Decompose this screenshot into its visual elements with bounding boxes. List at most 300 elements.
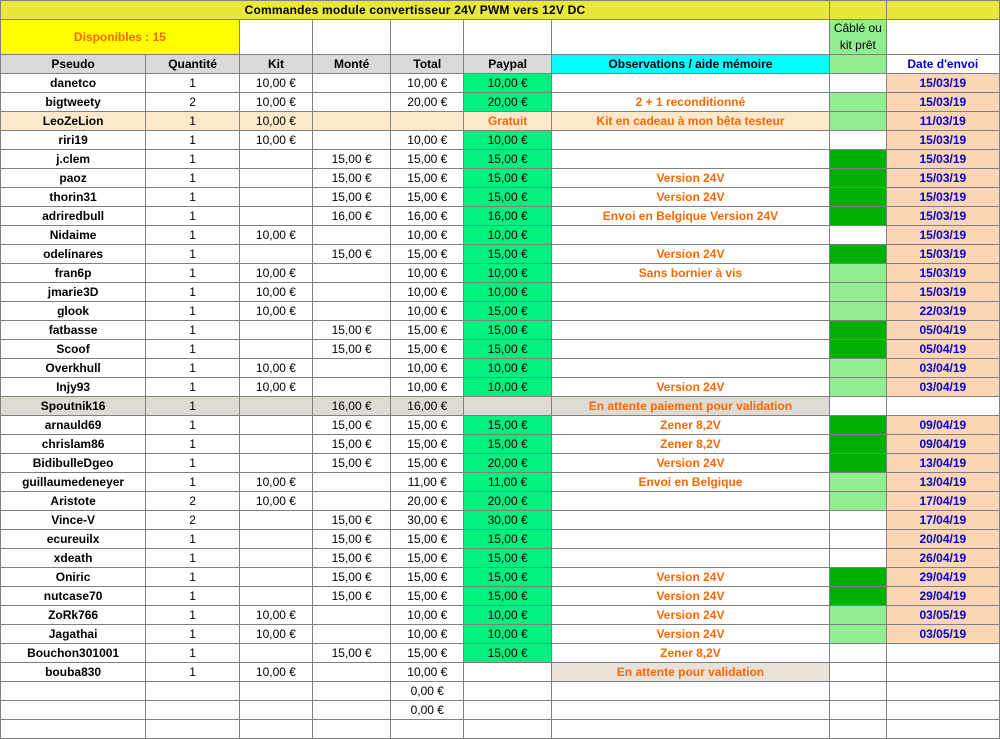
- cell-total: 10,00 €: [391, 625, 464, 644]
- cell-total: 15,00 €: [391, 549, 464, 568]
- cell-observations: Version 24V: [551, 454, 829, 473]
- cell-monte: 15,00 €: [313, 150, 391, 169]
- cell-monte: 15,00 €: [313, 568, 391, 587]
- dispo-blank-monte: [313, 20, 391, 55]
- cell-cable-status: [830, 378, 887, 397]
- cell-quantite: 1: [146, 587, 240, 606]
- cell-cable-status: [830, 302, 887, 321]
- cell-pseudo: xdeath: [1, 549, 146, 568]
- cell-quantite: 1: [146, 378, 240, 397]
- cell-monte: 16,00 €: [313, 207, 391, 226]
- cell-total: 10,00 €: [391, 264, 464, 283]
- cell-date: 11/03/19: [886, 112, 999, 131]
- cell-quantite: 1: [146, 473, 240, 492]
- cell-cable-status: [830, 226, 887, 245]
- cell-pseudo: adriredbull: [1, 207, 146, 226]
- cell-total: 15,00 €: [391, 587, 464, 606]
- cell-pseudo: Bouchon301001: [1, 644, 146, 663]
- cell-observations: [551, 530, 829, 549]
- cell-pseudo: nutcase70: [1, 587, 146, 606]
- cell-pseudo: guillaumedeneyer: [1, 473, 146, 492]
- cell-date: 15/03/19: [886, 283, 999, 302]
- cell-monte: [313, 264, 391, 283]
- cell-total: 15,00 €: [391, 245, 464, 264]
- cell-total: 15,00 €: [391, 568, 464, 587]
- table-row: [1, 302, 1000, 321]
- cell-total: [391, 720, 464, 739]
- cell-date: 15/03/19: [886, 150, 999, 169]
- cell-date: 09/04/19: [886, 416, 999, 435]
- cell-observations: [551, 131, 829, 150]
- cell-paypal: 10,00 €: [464, 378, 552, 397]
- column-header-monte: Monté: [313, 55, 391, 74]
- cell-total: 15,00 €: [391, 530, 464, 549]
- cell-observations: [551, 283, 829, 302]
- cell-cable-status: [830, 682, 887, 701]
- cell-quantite: 1: [146, 226, 240, 245]
- cell-kit: [239, 454, 312, 473]
- cell-paypal: 10,00 €: [464, 283, 552, 302]
- cell-quantite: 1: [146, 606, 240, 625]
- cell-total: 16,00 €: [391, 397, 464, 416]
- column-header-pseudo: Pseudo: [1, 55, 146, 74]
- cell-observations: Kit en cadeau à mon bêta testeur: [551, 112, 829, 131]
- table-row: [1, 74, 1000, 93]
- cell-monte: [313, 131, 391, 150]
- cell-paypal: 20,00 €: [464, 492, 552, 511]
- cell-cable-status: [830, 169, 887, 188]
- cell-total: 10,00 €: [391, 606, 464, 625]
- cell-monte: [313, 112, 391, 131]
- cell-total: 20,00 €: [391, 93, 464, 112]
- cell-paypal: [464, 682, 552, 701]
- table-row: [1, 682, 1000, 701]
- cell-date: 03/04/19: [886, 378, 999, 397]
- cell-quantite: 1: [146, 150, 240, 169]
- cell-date: 15/03/19: [886, 264, 999, 283]
- cell-quantite: 2: [146, 492, 240, 511]
- cell-paypal: 15,00 €: [464, 530, 552, 549]
- cell-total: 15,00 €: [391, 321, 464, 340]
- table-row: [1, 587, 1000, 606]
- cell-observations: [551, 701, 829, 720]
- cell-quantite: 1: [146, 530, 240, 549]
- cell-cable-status: [830, 435, 887, 454]
- cell-pseudo: bouba830: [1, 663, 146, 682]
- cell-total: 15,00 €: [391, 644, 464, 663]
- cell-pseudo: Injy93: [1, 378, 146, 397]
- cell-quantite: 1: [146, 302, 240, 321]
- cell-paypal: 11,00 €: [464, 473, 552, 492]
- availability-row: [1, 20, 1000, 55]
- cell-monte: [313, 720, 391, 739]
- table-row: [1, 112, 1000, 131]
- cell-observations: Version 24V: [551, 169, 829, 188]
- cell-pseudo: Scoof: [1, 340, 146, 359]
- table-row: [1, 416, 1000, 435]
- cell-quantite: 1: [146, 207, 240, 226]
- cell-paypal: 15,00 €: [464, 644, 552, 663]
- cell-monte: 15,00 €: [313, 188, 391, 207]
- cell-quantite: 1: [146, 663, 240, 682]
- cell-paypal: 15,00 €: [464, 169, 552, 188]
- cell-paypal: 15,00 €: [464, 302, 552, 321]
- cell-paypal: 15,00 €: [464, 568, 552, 587]
- page-title: Commandes module convertisseur 24V PWM vers 12V DC: [1, 1, 830, 20]
- cell-kit: [239, 530, 312, 549]
- cell-total: 10,00 €: [391, 131, 464, 150]
- table-row: [1, 359, 1000, 378]
- table-row: [1, 454, 1000, 473]
- cell-observations: [551, 359, 829, 378]
- cell-quantite: 1: [146, 416, 240, 435]
- cell-pseudo: j.clem: [1, 150, 146, 169]
- table-row: [1, 226, 1000, 245]
- cell-kit: 10,00 €: [239, 492, 312, 511]
- cell-kit: 10,00 €: [239, 625, 312, 644]
- cell-observations: Zener 8,2V: [551, 644, 829, 663]
- cell-cable-status: [830, 587, 887, 606]
- cell-pseudo: danetco: [1, 74, 146, 93]
- cell-observations: [551, 150, 829, 169]
- cell-pseudo: [1, 701, 146, 720]
- cell-total: 15,00 €: [391, 454, 464, 473]
- cell-monte: [313, 606, 391, 625]
- cell-paypal: 10,00 €: [464, 625, 552, 644]
- cell-pseudo: jmarie3D: [1, 283, 146, 302]
- cell-pseudo: BidibulleDgeo: [1, 454, 146, 473]
- cell-paypal: [464, 701, 552, 720]
- table-row: [1, 644, 1000, 663]
- cell-paypal: 15,00 €: [464, 245, 552, 264]
- cell-kit: [239, 188, 312, 207]
- cell-total: 10,00 €: [391, 302, 464, 321]
- cell-cable-status: [830, 473, 887, 492]
- cell-total: 30,00 €: [391, 511, 464, 530]
- cell-cable-status: [830, 112, 887, 131]
- cell-date: 15/03/19: [886, 93, 999, 112]
- cell-date: 03/05/19: [886, 625, 999, 644]
- cell-monte: [313, 74, 391, 93]
- cell-date: 03/05/19: [886, 606, 999, 625]
- cell-kit: 10,00 €: [239, 473, 312, 492]
- cell-observations: 2 + 1 reconditionné: [551, 93, 829, 112]
- cell-kit: 10,00 €: [239, 378, 312, 397]
- column-header-quantite: Quantité: [146, 55, 240, 74]
- cell-total: 15,00 €: [391, 416, 464, 435]
- column-header-paypal: Paypal: [464, 55, 552, 74]
- cell-total: 15,00 €: [391, 340, 464, 359]
- cell-monte: [313, 701, 391, 720]
- cell-monte: [313, 378, 391, 397]
- cell-cable-status: [830, 207, 887, 226]
- cell-monte: 16,00 €: [313, 397, 391, 416]
- column-header-observations: Observations / aide mémoire: [551, 55, 829, 74]
- cell-paypal: 15,00 €: [464, 549, 552, 568]
- cell-quantite: 1: [146, 625, 240, 644]
- dispo-blank-total: [391, 20, 464, 55]
- table-row: [1, 663, 1000, 682]
- cell-cable-status: [830, 606, 887, 625]
- cell-cable-status: [830, 549, 887, 568]
- cell-total: 10,00 €: [391, 74, 464, 93]
- cell-date: 26/04/19: [886, 549, 999, 568]
- availability-label: Disponibles : 15: [1, 20, 240, 55]
- cell-pseudo: LeoZeLion: [1, 112, 146, 131]
- cell-observations: [551, 74, 829, 93]
- cell-date: [886, 682, 999, 701]
- cell-date: 03/04/19: [886, 359, 999, 378]
- cell-total: [391, 112, 464, 131]
- cell-kit: [239, 416, 312, 435]
- cell-total: 0,00 €: [391, 682, 464, 701]
- cable-header-note: [830, 20, 887, 55]
- table-row: [1, 340, 1000, 359]
- cell-monte: [313, 359, 391, 378]
- cell-date: 05/04/19: [886, 340, 999, 359]
- cell-observations: [551, 340, 829, 359]
- cell-date: 15/03/19: [886, 188, 999, 207]
- cell-quantite: 1: [146, 454, 240, 473]
- cell-pseudo: Oniric: [1, 568, 146, 587]
- cell-observations: Version 24V: [551, 245, 829, 264]
- cell-monte: 15,00 €: [313, 530, 391, 549]
- cell-date: 15/03/19: [886, 245, 999, 264]
- cell-cable-status: [830, 511, 887, 530]
- cable-header-line2: kit prêt: [839, 38, 876, 52]
- cell-cable-status: [830, 321, 887, 340]
- cell-date: 22/03/19: [886, 302, 999, 321]
- column-header-total: Total: [391, 55, 464, 74]
- cell-date: [886, 720, 999, 739]
- cell-date: 17/04/19: [886, 511, 999, 530]
- dispo-blank-obs: [551, 20, 829, 55]
- cell-total: 15,00 €: [391, 150, 464, 169]
- title-spacer-date: [886, 1, 999, 20]
- cell-kit: [239, 682, 312, 701]
- cell-paypal: [464, 397, 552, 416]
- cell-quantite: 1: [146, 435, 240, 454]
- table-row: [1, 283, 1000, 302]
- cell-monte: 15,00 €: [313, 511, 391, 530]
- cell-monte: [313, 625, 391, 644]
- cell-paypal: 10,00 €: [464, 359, 552, 378]
- cell-pseudo: odelinares: [1, 245, 146, 264]
- cell-monte: [313, 302, 391, 321]
- table-row: [1, 169, 1000, 188]
- cell-kit: 10,00 €: [239, 606, 312, 625]
- cell-paypal: 15,00 €: [464, 188, 552, 207]
- cell-kit: [239, 511, 312, 530]
- table-row: [1, 435, 1000, 454]
- title-spacer-cable: [830, 1, 887, 20]
- cell-total: 10,00 €: [391, 283, 464, 302]
- cell-total: 10,00 €: [391, 378, 464, 397]
- cell-monte: 15,00 €: [313, 169, 391, 188]
- cell-observations: [551, 549, 829, 568]
- header-row: [1, 55, 1000, 74]
- cell-cable-status: [830, 454, 887, 473]
- table-row: [1, 473, 1000, 492]
- cell-monte: 15,00 €: [313, 321, 391, 340]
- cell-pseudo: Jagathai: [1, 625, 146, 644]
- cable-header-line1: Câblé ou: [833, 21, 882, 35]
- cell-quantite: 1: [146, 112, 240, 131]
- cell-observations: Version 24V: [551, 568, 829, 587]
- cell-observations: Version 24V: [551, 188, 829, 207]
- cell-cable-status: [830, 245, 887, 264]
- cell-date: 17/04/19: [886, 492, 999, 511]
- cell-kit: [239, 720, 312, 739]
- cell-paypal: 10,00 €: [464, 606, 552, 625]
- cell-date: 15/03/19: [886, 226, 999, 245]
- cell-quantite: [146, 720, 240, 739]
- cell-kit: [239, 150, 312, 169]
- cell-kit: [239, 587, 312, 606]
- cell-observations: [551, 321, 829, 340]
- cell-date: 29/04/19: [886, 568, 999, 587]
- cell-date: 15/03/19: [886, 207, 999, 226]
- cell-monte: [313, 473, 391, 492]
- cell-monte: [313, 663, 391, 682]
- cell-monte: 15,00 €: [313, 454, 391, 473]
- cell-cable-status: [830, 530, 887, 549]
- cell-observations: Zener 8,2V: [551, 435, 829, 454]
- cell-pseudo: ZoRk766: [1, 606, 146, 625]
- cell-paypal: 15,00 €: [464, 435, 552, 454]
- cell-date: [886, 663, 999, 682]
- table-row: [1, 397, 1000, 416]
- cell-observations: [551, 302, 829, 321]
- cell-quantite: 1: [146, 264, 240, 283]
- cell-cable-status: [830, 93, 887, 112]
- cell-cable-status: [830, 264, 887, 283]
- cell-cable-status: [830, 416, 887, 435]
- cell-pseudo: thorin31: [1, 188, 146, 207]
- cell-observations: [551, 492, 829, 511]
- table-row: [1, 93, 1000, 112]
- cell-kit: [239, 340, 312, 359]
- cell-monte: [313, 283, 391, 302]
- column-header-cable: [830, 55, 887, 74]
- cell-date: [886, 644, 999, 663]
- cell-monte: [313, 93, 391, 112]
- cell-pseudo: chrislam86: [1, 435, 146, 454]
- cell-total: 15,00 €: [391, 435, 464, 454]
- cell-date: 15/03/19: [886, 74, 999, 93]
- cell-paypal: 15,00 €: [464, 416, 552, 435]
- cell-cable-status: [830, 188, 887, 207]
- table-row: [1, 606, 1000, 625]
- cell-pseudo: Overkhull: [1, 359, 146, 378]
- cell-cable-status: [830, 701, 887, 720]
- cell-kit: 10,00 €: [239, 112, 312, 131]
- cell-pseudo: ecureuilx: [1, 530, 146, 549]
- cell-paypal: 15,00 €: [464, 321, 552, 340]
- cell-monte: 15,00 €: [313, 416, 391, 435]
- cell-monte: [313, 226, 391, 245]
- cell-monte: 15,00 €: [313, 549, 391, 568]
- title-row: [1, 1, 1000, 20]
- cell-paypal: 16,00 €: [464, 207, 552, 226]
- table-row: [1, 245, 1000, 264]
- cell-paypal: 20,00 €: [464, 454, 552, 473]
- cell-cable-status: [830, 397, 887, 416]
- table-row: [1, 511, 1000, 530]
- cell-monte: 15,00 €: [313, 245, 391, 264]
- table-row: [1, 625, 1000, 644]
- cell-total: 15,00 €: [391, 188, 464, 207]
- table-row: [1, 131, 1000, 150]
- cell-cable-status: [830, 283, 887, 302]
- cell-quantite: 1: [146, 549, 240, 568]
- cell-cable-status: [830, 131, 887, 150]
- cell-kit: [239, 435, 312, 454]
- cell-monte: 15,00 €: [313, 587, 391, 606]
- cell-quantite: 1: [146, 340, 240, 359]
- cell-monte: 15,00 €: [313, 340, 391, 359]
- cell-observations: [551, 682, 829, 701]
- cell-observations: [551, 226, 829, 245]
- cell-kit: 10,00 €: [239, 302, 312, 321]
- cell-observations: Zener 8,2V: [551, 416, 829, 435]
- cell-observations: Envoi en Belgique: [551, 473, 829, 492]
- cell-cable-status: [830, 568, 887, 587]
- cell-observations: En attente paiement pour validation: [551, 397, 829, 416]
- cell-quantite: 1: [146, 188, 240, 207]
- cell-pseudo: riri19: [1, 131, 146, 150]
- cell-pseudo: Aristote: [1, 492, 146, 511]
- cell-observations: Version 24V: [551, 587, 829, 606]
- cell-cable-status: [830, 340, 887, 359]
- cell-monte: 15,00 €: [313, 644, 391, 663]
- cell-paypal: Gratuit: [464, 112, 552, 131]
- cell-paypal: [464, 720, 552, 739]
- cell-cable-status: [830, 644, 887, 663]
- cell-date: 13/04/19: [886, 454, 999, 473]
- cell-observations: Envoi en Belgique Version 24V: [551, 207, 829, 226]
- cell-quantite: 1: [146, 644, 240, 663]
- table-row: [1, 264, 1000, 283]
- cell-kit: [239, 397, 312, 416]
- cell-kit: 10,00 €: [239, 226, 312, 245]
- cell-cable-status: [830, 359, 887, 378]
- cell-quantite: 1: [146, 359, 240, 378]
- cell-date: [886, 701, 999, 720]
- column-header-kit: Kit: [239, 55, 312, 74]
- table-row: [1, 378, 1000, 397]
- cell-pseudo: [1, 720, 146, 739]
- cell-cable-status: [830, 663, 887, 682]
- cell-paypal: 15,00 €: [464, 587, 552, 606]
- cell-quantite: [146, 682, 240, 701]
- cell-quantite: 2: [146, 511, 240, 530]
- cell-pseudo: Vince-V: [1, 511, 146, 530]
- cell-kit: 10,00 €: [239, 359, 312, 378]
- cell-pseudo: Spoutnik16: [1, 397, 146, 416]
- table-row: [1, 549, 1000, 568]
- dispo-blank-kit: [239, 20, 312, 55]
- cell-pseudo: fatbasse: [1, 321, 146, 340]
- column-header-date: Date d'envoi: [886, 55, 999, 74]
- cell-quantite: 1: [146, 169, 240, 188]
- cell-total: 11,00 €: [391, 473, 464, 492]
- cell-kit: 10,00 €: [239, 74, 312, 93]
- cell-monte: [313, 492, 391, 511]
- cell-paypal: 15,00 €: [464, 340, 552, 359]
- cell-paypal: 10,00 €: [464, 74, 552, 93]
- table-row: [1, 188, 1000, 207]
